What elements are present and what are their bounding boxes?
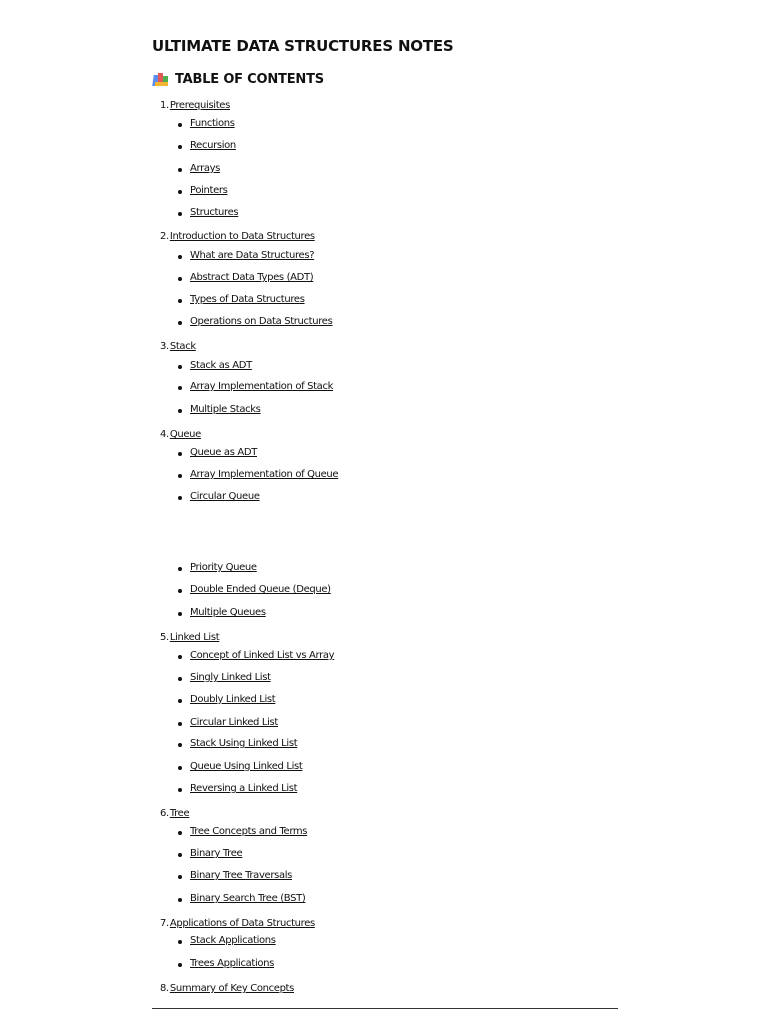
toc-link-types-of-data-structures[interactable]: Types of Data Structures — [190, 294, 305, 305]
horizontal-divider — [152, 1008, 618, 1009]
list-item — [178, 650, 334, 662]
bullet-icon — [178, 788, 182, 792]
bullet-icon — [178, 875, 182, 879]
toc-link-array-stack[interactable]: Array Implementation of Stack — [190, 381, 334, 392]
toc-section-introduction: 2.Introduction to Data Structures — [160, 231, 315, 242]
bullet-icon — [178, 452, 182, 456]
toc-link-tree-concepts[interactable]: Tree Concepts and Terms — [190, 826, 308, 837]
toc-link-pointers[interactable]: Pointers — [190, 185, 228, 196]
toc-link-linked-list[interactable]: Linked List — [169, 632, 220, 643]
toc-section-prerequisites: 1.Prerequisites — [160, 100, 230, 111]
toc-link-singly-linked-list[interactable]: Singly Linked List — [190, 672, 271, 683]
toc-link-queue-as-adt[interactable]: Queue as ADT — [190, 447, 257, 458]
bullet-icon — [178, 567, 182, 571]
bullet-icon — [178, 365, 182, 369]
toc-link-binary-tree-traversals[interactable]: Binary Tree Traversals — [190, 870, 293, 881]
toc-section-tree: 6.Tree — [160, 808, 190, 819]
bullet-icon — [178, 853, 182, 857]
toc-link-summary[interactable]: Summary of Key Concepts — [169, 983, 294, 994]
bullet-icon — [178, 722, 182, 726]
list-item — [178, 118, 235, 130]
bullet-icon — [178, 940, 182, 944]
list-item — [178, 294, 305, 306]
toc-link-arrays[interactable]: Arrays — [190, 163, 221, 174]
bullet-icon — [178, 190, 182, 194]
toc-section-stack: 3.Stack — [160, 341, 196, 352]
list-item — [178, 958, 274, 970]
toc-link-queue[interactable]: Queue — [169, 429, 201, 440]
toc-link-queue-linked-list[interactable]: Queue Using Linked List — [190, 761, 303, 772]
bullet-icon — [178, 743, 182, 747]
list-item — [178, 163, 220, 175]
list-item — [178, 738, 297, 750]
toc-link-stack-applications[interactable]: Stack Applications — [190, 935, 276, 946]
toc-link-trees-applications[interactable]: Trees Applications — [190, 958, 275, 969]
toc-heading-label: TABLE OF CONTENTS — [175, 72, 324, 87]
bullet-icon — [178, 277, 182, 281]
document-page — [152, 0, 618, 1024]
toc-link-bst[interactable]: Binary Search Tree (BST) — [190, 893, 306, 904]
list-item — [178, 469, 338, 481]
page-title: ULTIMATE DATA STRUCTURES NOTES — [152, 37, 454, 55]
bullet-icon — [178, 168, 182, 172]
list-item — [178, 761, 302, 773]
bullet-icon — [178, 589, 182, 593]
toc-link-what-are-data-structures[interactable]: What are Data Structures? — [190, 250, 315, 261]
list-item — [178, 316, 332, 328]
bullet-icon — [178, 496, 182, 500]
list-item — [178, 381, 333, 393]
list-item — [178, 826, 307, 838]
list-item — [178, 562, 257, 574]
list-item — [178, 672, 271, 684]
list-item — [178, 935, 276, 947]
toc-link-recursion[interactable]: Recursion — [190, 140, 236, 151]
list-item — [178, 694, 275, 706]
list-item — [178, 870, 292, 882]
bullet-icon — [178, 386, 182, 390]
bullet-icon — [178, 831, 182, 835]
toc-link-operations[interactable]: Operations on Data Structures — [190, 316, 333, 327]
toc-link-stack-linked-list[interactable]: Stack Using Linked List — [190, 738, 298, 749]
list-item — [178, 272, 313, 284]
toc-link-prerequisites[interactable]: Prerequisites — [169, 100, 230, 111]
list-item — [178, 250, 314, 262]
toc-link-functions[interactable]: Functions — [190, 118, 235, 129]
toc-section-linked-list: 5.Linked List — [160, 632, 220, 643]
bullet-icon — [178, 963, 182, 967]
toc-link-array-queue[interactable]: Array Implementation of Queue — [190, 469, 339, 480]
list-item — [178, 447, 257, 459]
list-item — [178, 404, 261, 416]
toc-link-priority-queue[interactable]: Priority Queue — [190, 562, 257, 573]
toc-link-reversing-linked-list[interactable]: Reversing a Linked List — [190, 783, 298, 794]
bullet-icon — [178, 299, 182, 303]
bullet-icon — [178, 145, 182, 149]
toc-link-tree[interactable]: Tree — [169, 808, 190, 819]
toc-section-applications: 7.Applications of Data Structures — [160, 918, 315, 929]
toc-link-binary-tree[interactable]: Binary Tree — [190, 848, 243, 859]
list-item — [178, 893, 305, 905]
list-item — [178, 185, 228, 197]
list-item — [178, 360, 252, 372]
toc-link-deque[interactable]: Double Ended Queue (Deque) — [190, 584, 331, 595]
list-item — [178, 491, 260, 503]
toc-link-introduction[interactable]: Introduction to Data Structures — [169, 231, 315, 242]
bullet-icon — [178, 409, 182, 413]
bullet-icon — [178, 677, 182, 681]
bullet-icon — [178, 655, 182, 659]
bullet-icon — [178, 766, 182, 770]
toc-link-multiple-queues[interactable]: Multiple Queues — [190, 607, 266, 618]
list-item — [178, 584, 331, 596]
table-of-contents — [152, 0, 618, 1000]
list-item — [178, 607, 266, 619]
bullet-icon — [178, 123, 182, 127]
toc-link-doubly-linked-list[interactable]: Doubly Linked List — [190, 694, 276, 705]
toc-link-abstract-data-types[interactable]: Abstract Data Types (ADT) — [190, 272, 314, 283]
list-item — [178, 848, 242, 860]
bullet-icon — [178, 255, 182, 259]
list-item — [178, 140, 236, 152]
list-item — [178, 717, 278, 729]
bullet-icon — [178, 612, 182, 616]
toc-link-stack[interactable]: Stack — [169, 341, 196, 352]
toc-link-circular-linked-list[interactable]: Circular Linked List — [190, 717, 278, 728]
bullet-icon — [178, 474, 182, 478]
bullet-icon — [178, 699, 182, 703]
toc-link-linked-list-vs-array[interactable]: Concept of Linked List vs Array — [190, 650, 335, 661]
toc-section-queue: 4.Queue — [160, 429, 201, 440]
toc-link-applications[interactable]: Applications of Data Structures — [169, 918, 315, 929]
toc-link-structures[interactable]: Structures — [190, 207, 239, 218]
bullet-icon — [178, 898, 182, 902]
list-item — [178, 783, 297, 795]
toc-section-summary: 8.Summary of Key Concepts — [160, 983, 294, 994]
list-item — [178, 207, 238, 219]
toc-link-stack-as-adt[interactable]: Stack as ADT — [190, 360, 252, 371]
toc-link-circular-queue[interactable]: Circular Queue — [190, 491, 260, 502]
bullet-icon — [178, 321, 182, 325]
toc-link-multiple-stacks[interactable]: Multiple Stacks — [190, 404, 261, 415]
bullet-icon — [178, 212, 182, 216]
